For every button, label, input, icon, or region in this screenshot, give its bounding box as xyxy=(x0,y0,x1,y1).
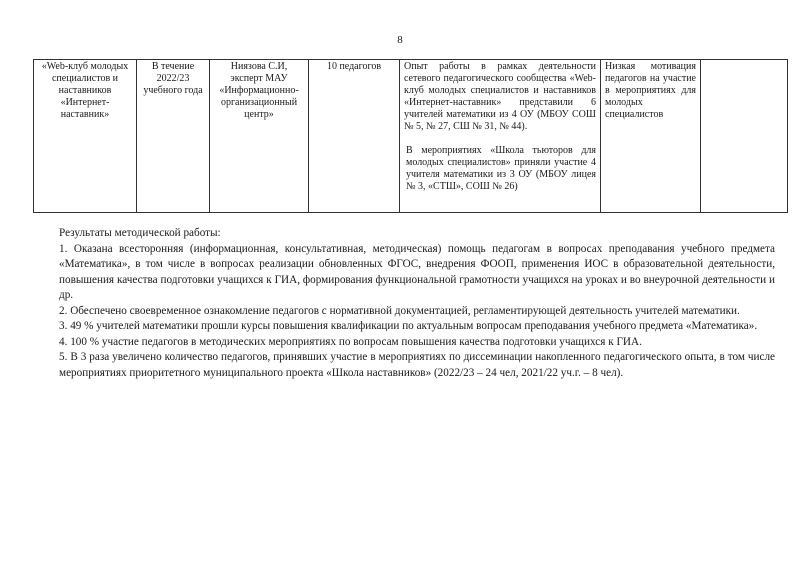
notes-cell xyxy=(701,60,788,213)
results-section xyxy=(59,226,775,381)
results-item: 4. 100 % участие педагогов в методических мероприятиях по вопросам повышения качества подготовки учащихся к ГИА. xyxy=(59,335,642,348)
results-paragraph: В мероприятиях «Школа тьюторов для молодых специалистов» приняли участие 4 учителя математики из 3 ОУ (МБОУ лицея № 3, «СТШ», СОШ № 26) xyxy=(406,145,596,192)
table-row xyxy=(34,60,788,213)
responsible-cell: Ниязова С.И, эксперт МАУ «Информационно-организационный центр» xyxy=(210,60,309,213)
timing-cell: В течение 2022/23 учебного года xyxy=(137,60,210,213)
results-item: 2. Обеспечено своевременное ознакомление педагогов с нормативной документацией, регламентирующей деятельность учителей математики. xyxy=(59,304,740,317)
results-item: 1. Оказана всесторонняя (информационная, консультативная, методическая) помощь педагогам в вопросах преподавания учебного предмета «Математика», в том числе в вопросах реализации обновленных ФГОС, внедрения ФООП, применения ИОС в образовательной деятельности, повышения качества подготовки учащихся к ГИА, формирования функциональной грамотности учащихся на уроках и во внеурочной деятельности и др. xyxy=(59,242,775,301)
results-heading: Результаты методической работы: xyxy=(59,227,221,239)
results-item: 3. 49 % учителей математики прошли курсы повышения квалификации по актуальным вопросам преподавания учебного предмета «Математика». xyxy=(59,320,758,332)
problems-cell: Низкая мотивация педагогов на участие в мероприятиях для молодых специалистов xyxy=(601,60,701,213)
page-number: 8 xyxy=(397,34,403,46)
participants-cell: 10 педагогов xyxy=(309,60,400,213)
results-cell xyxy=(400,60,601,213)
activity-table xyxy=(33,59,788,213)
event-cell: «Web-клуб молодых специалистов и наставников «Интернет-наставник» xyxy=(34,60,137,213)
results-paragraph: Опыт работы в рамках деятельности сетевого педагогического сообщества «Web-клуб молодых специалистов и наставников «Интернет-наставник» представили 6 учителей математики из 4 ОУ (МБОУ СОШ № 5, № 27, СШ № 31, № 44). xyxy=(404,61,596,132)
results-item: 5. В 3 раза увеличено количество педагогов, принявших участие в мероприятиях по диссеминации накопленного педагогического опыта, в том числе мероприятиях приоритетного муниципального проекта «Школа наставников» (2022/23 – 24 чел, 2021/22 уч.г. – 8 чел). xyxy=(59,351,775,379)
